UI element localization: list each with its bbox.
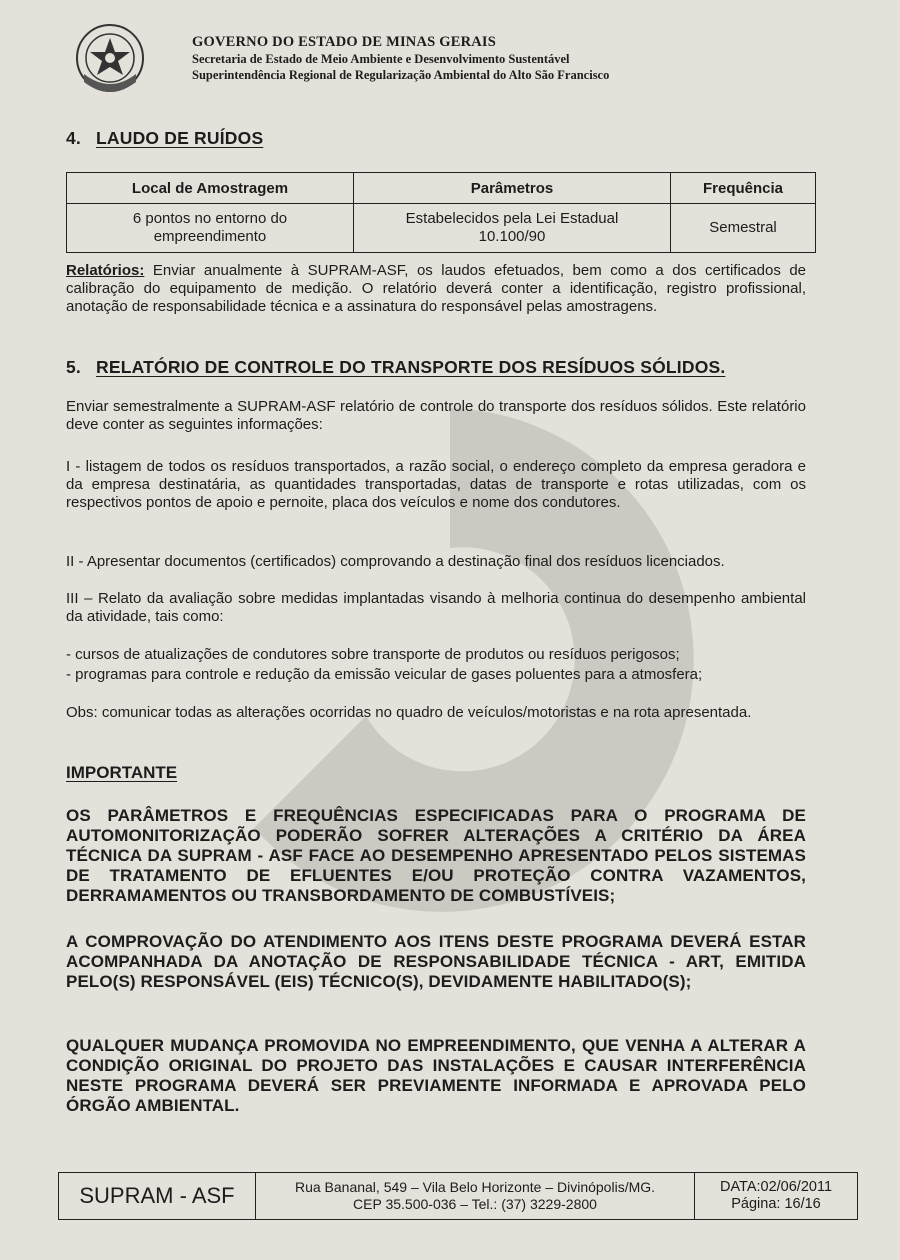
header-parametros: Parâmetros — [354, 173, 671, 204]
relatorios-label: Relatórios: — [66, 262, 145, 279]
state-seal-icon — [70, 22, 150, 98]
table-header-row — [67, 173, 816, 204]
noise-report-table — [66, 172, 816, 253]
footer-page-number: Página: 16/16 — [731, 1196, 821, 1212]
document-footer — [58, 1172, 858, 1220]
footer-address-block — [256, 1173, 695, 1219]
section-5-intro: Enviar semestralmente a SUPRAM-ASF relatório de controle do transporte dos resíduos sólidos. Este relatório deve conter as seguintes informações: — [66, 398, 806, 433]
footer-date: DATA:02/06/2011 — [719, 1179, 833, 1195]
header-government: GOVERNO DO ESTADO DE MINAS GERAIS — [192, 34, 497, 50]
important-paragraph-1: OS PARÂMETROS E FREQUÊNCIAS ESPECIFICADAS PARA O PROGRAMA DE AUTOMONITORIZAÇÃO PODERÃO SOFRER ALTERAÇÕES A CRITÉRIO DA ÁREA TÉCNICA DA SUPRAM - ASF FACE AO DESEMPENHO APRESENTADO PELOS SISTEMAS DE TRATAMENTO DE EFLUENTES E/OU PROTEÇÃO CONTRA VAZAMENTOS, DERRAMAMENTOS OU TRANSBORDAMENTO DE COMBUSTÍVEIS; — [66, 806, 806, 905]
section-5-bullet-2: - programas para controle e redução da emissão veicular de gases poluentes para a atmosfera; — [66, 666, 703, 683]
header-superintendence: Superintendência Regional de Regularização Ambiental do Alto São Francisco — [192, 68, 610, 82]
cell-local — [67, 204, 354, 253]
section-5-number: 5. — [66, 357, 81, 377]
section-5-obs: Obs: comunicar todas as alterações ocorridas no quadro de veículos/motoristas e na rota apresentada. — [66, 704, 752, 721]
cell-local-line2: empreendimento — [153, 228, 267, 245]
section-4-title — [66, 128, 263, 149]
cell-parametros — [354, 204, 671, 253]
important-paragraph-2: A COMPROVAÇÃO DO ATENDIMENTO AOS ITENS DESTE PROGRAMA DEVERÁ ESTAR ACOMPANHADA DA ANOTAÇÃO DE RESPONSABILIDADE TÉCNICA - ART, EMITIDA PELO(S) RESPONSÁVEL (EIS) TÉCNICO(S), DEVIDAMENTE HABILITADO(S); — [66, 932, 806, 991]
cell-frequencia: Semestral — [671, 204, 816, 253]
section-5-item-2: II - Apresentar documentos (certificados) comprovando a destinação final dos resíduos licenciados. — [66, 553, 725, 570]
section-4-number: 4. — [66, 128, 81, 148]
footer-cep-phone: CEP 35.500-036 – Tel.: (37) 3229-2800 — [353, 1196, 597, 1212]
cell-parametros-line2: 10.100/90 — [478, 228, 546, 245]
section-5-item-3: III – Relato da avaliação sobre medidas implantadas visando à melhoria continua do desempenho ambiental da atividade, tais como: — [66, 590, 806, 625]
cell-parametros-line1: Estabelecidos pela Lei Estadual — [405, 210, 619, 227]
header-local: Local de Amostragem — [67, 173, 354, 204]
header-text — [192, 34, 609, 83]
header-frequencia: Frequência — [671, 173, 816, 204]
header-secretariat: Secretaria de Estado de Meio Ambiente e Desenvolvimento Sustentável — [192, 52, 570, 66]
cell-local-line1: 6 pontos no entorno do — [132, 210, 288, 227]
table-row — [67, 204, 816, 253]
footer-address: Rua Bananal, 549 – Vila Belo Horizonte – Divinópolis/MG. — [294, 1179, 656, 1195]
document-header — [70, 20, 830, 100]
footer-org: SUPRAM - ASF — [59, 1173, 256, 1219]
section-5-item-1: I - listagem de todos os resíduos transportados, a razão social, o endereço completo da empresa geradora e da empresa destinatária, as quantidades transportadas, datas de transporte e rotas utilizadas, com os respectivos pontos de apoio e pernoite, placa dos veículos e nome dos condutores. — [66, 458, 806, 511]
section-4-heading: LAUDO DE RUÍDOS — [96, 128, 264, 148]
section-5-title — [66, 357, 725, 378]
important-paragraph-3: QUALQUER MUDANÇA PROMOVIDA NO EMPREENDIMENTO, QUE VENHA A ALTERAR A CONDIÇÃO ORIGINAL DO PROJETO DAS INSTALAÇÕES E CAUSAR INTERFERÊNCIA NESTE PROGRAMA DEVERÁ SER PREVIAMENTE INFORMADA E APROVADA PELO ÓRGÃO AMBIENTAL. — [66, 1036, 806, 1115]
footer-date-block — [695, 1173, 857, 1219]
important-heading: IMPORTANTE — [66, 763, 178, 782]
section-5-bullet-1: - cursos de atualizações de condutores sobre transporte de produtos ou resíduos perigosos; — [66, 646, 680, 663]
section-5-heading: RELATÓRIO DE CONTROLE DO TRANSPORTE DOS RESÍDUOS SÓLIDOS. — [96, 357, 726, 377]
relatorios-paragraph — [66, 262, 806, 316]
relatorios-text: Enviar anualmente à SUPRAM-ASF, os laudos efetuados, bem como a dos certificados de calibração do equipamento de medição. O relatório deverá conter a identificação, registro profissional, anotação de responsabilidade técnica e a assinatura do responsável pelas amostragens. — [66, 262, 806, 315]
